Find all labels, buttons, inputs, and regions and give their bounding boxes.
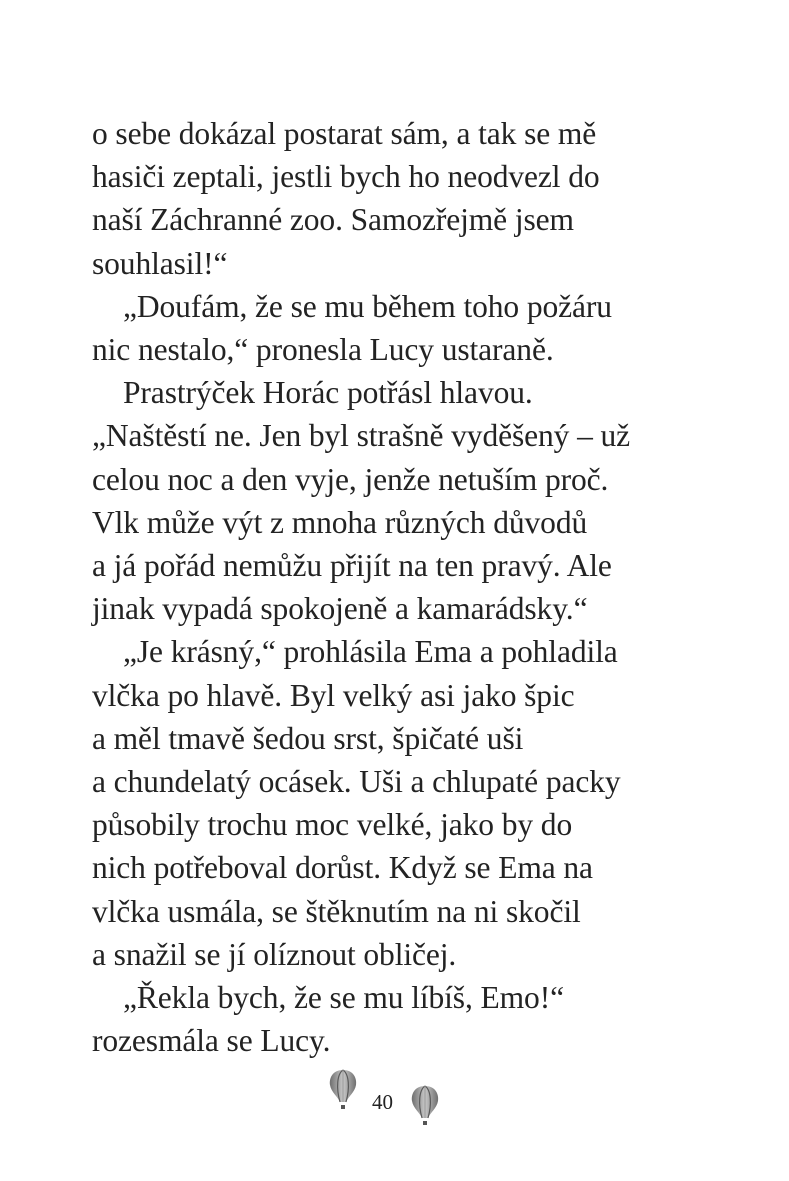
text-line: naší Záchranné zoo. Samozřejmě jsem <box>92 202 574 238</box>
text-line: Vlk může výt z mnoha různých důvodů <box>92 504 588 540</box>
hot-air-balloon-icon <box>328 1068 358 1114</box>
text-line: o sebe dokázal postarat sám, a tak se mě <box>92 116 597 151</box>
text-line: a snažil se jí olíznout obličej. <box>92 936 457 972</box>
text-line: nich potřeboval dorůst. Když se Ema na <box>92 850 593 886</box>
page-footer <box>0 1068 789 1128</box>
text-line: hasiči zeptali, jestli bych ho neodvezl do <box>92 159 600 195</box>
text-line: souhlasil!“ <box>92 245 228 281</box>
page-body <box>92 112 702 1062</box>
text-line: vlčka usmála, se štěknutím na ni skočil <box>92 893 581 929</box>
text-line: a chundelatý ocásek. Uši a chlupaté packy <box>92 764 621 800</box>
text-line-paragraph-start: Prastrýček Horác potřásl hlavou. <box>123 375 533 411</box>
text-line: rozesmála se Lucy. <box>92 1023 331 1059</box>
text-line: vlčka po hlavě. Byl velký asi jako špic <box>92 677 575 713</box>
text-line-paragraph-start: „Řekla bych, že se mu líbíš, Emo!“ <box>123 980 564 1016</box>
text-line: působily trochu moc velké, jako by do <box>92 807 573 843</box>
text-line-paragraph-start: „Doufám, že se mu během toho požáru <box>123 288 612 324</box>
text-line: celou noc a den vyje, jenže netuším proč. <box>92 461 609 497</box>
text-line: jinak vypadá spokojeně a kamarádsky.“ <box>92 591 588 627</box>
page-number: 40 <box>372 1090 393 1114</box>
text-line: a já pořád nemůžu přijít na ten pravý. Ale <box>92 548 612 584</box>
text-line-paragraph-start: „Je krásný,“ prohlásila Ema a pohladila <box>123 634 618 670</box>
hot-air-balloon-icon <box>410 1084 440 1130</box>
text-line: nic nestalo,“ pronesla Lucy ustaraně. <box>92 332 554 368</box>
text-line: „Naštěstí ne. Jen byl strašně vyděšený – už <box>92 418 631 454</box>
text-line: a měl tmavě šedou srst, špičaté uši <box>92 720 524 756</box>
